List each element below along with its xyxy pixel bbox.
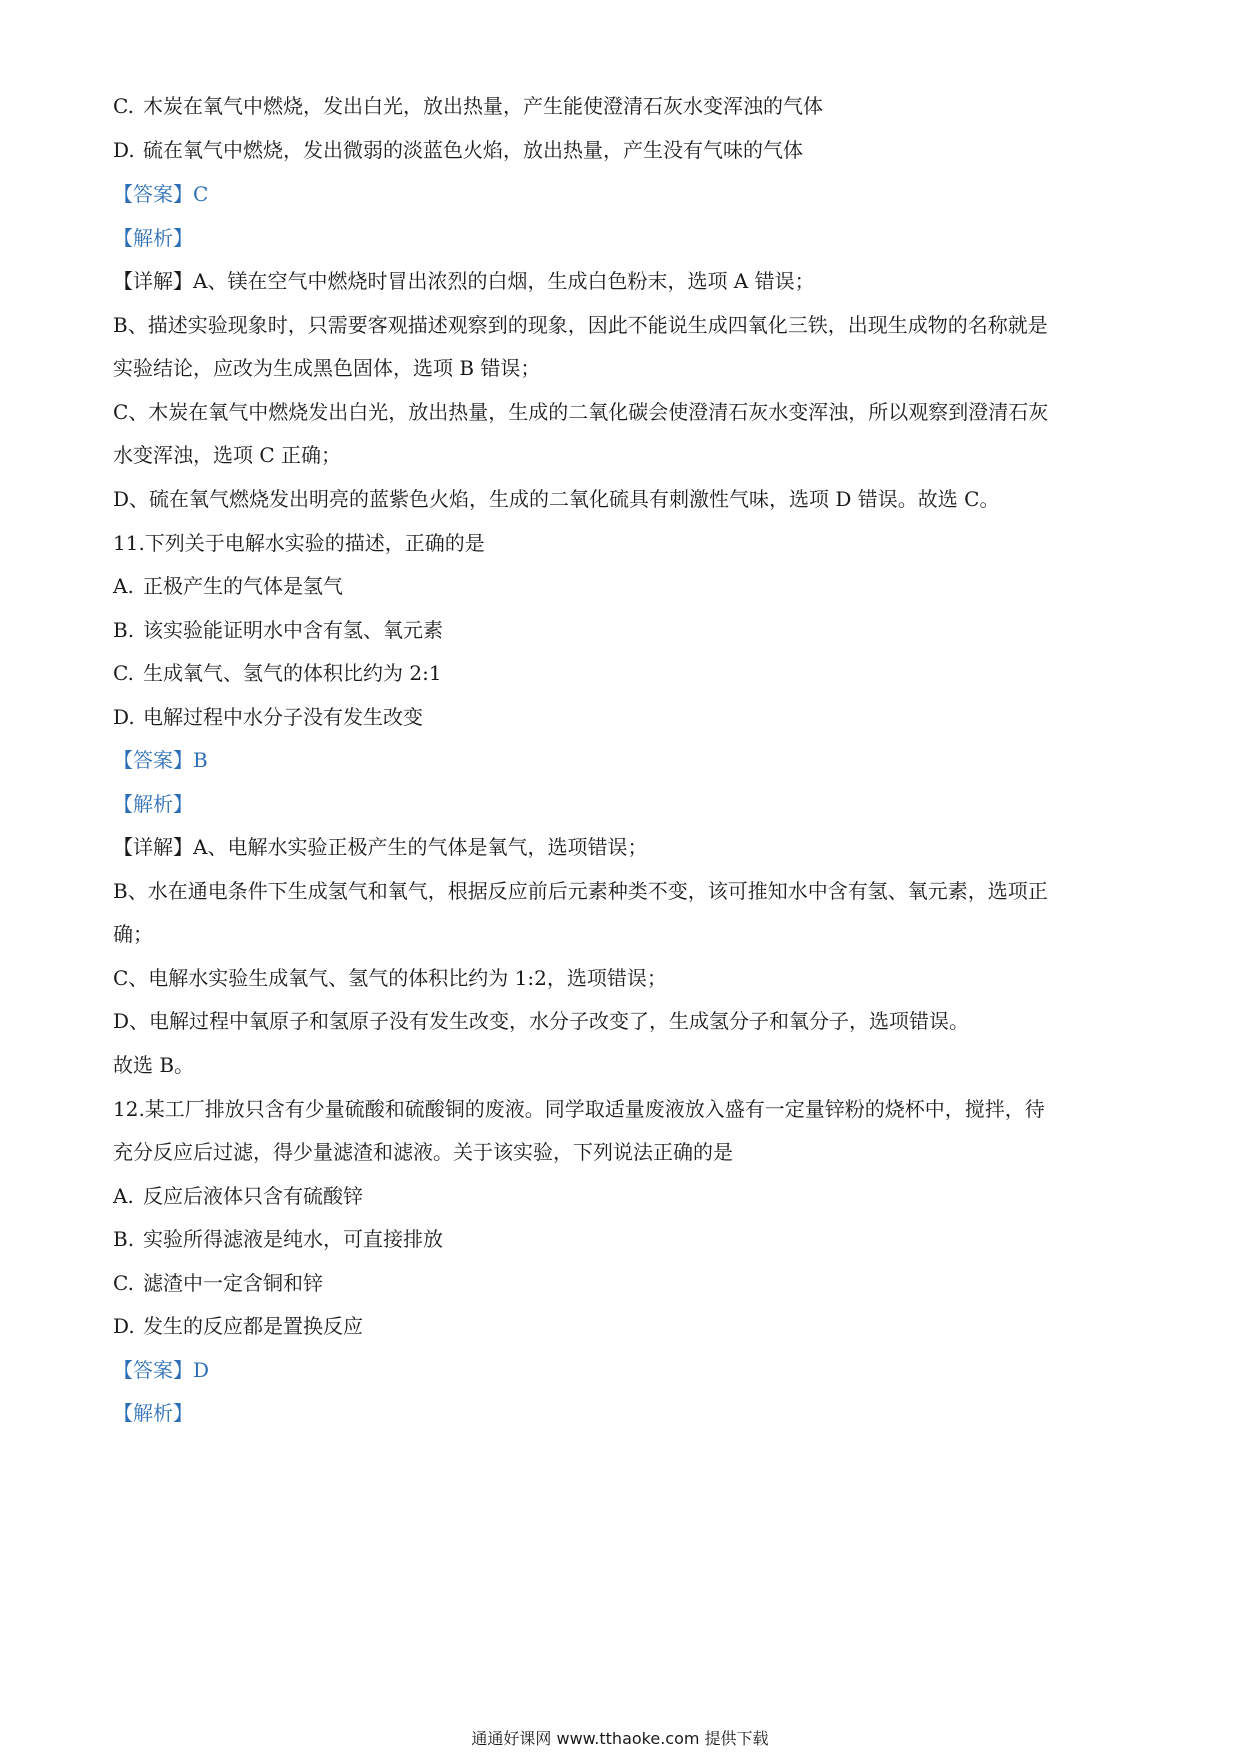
q11-answer <box>113 746 208 774</box>
q11-option-a <box>113 572 343 600</box>
q11-analysis-label <box>113 790 193 818</box>
q10-detail-line: C、木炭在氧气中燃烧发出白光，放出热量，生成的二氧化碳会使澄清石灰水变浑浊，所以观察到澄清石灰 <box>113 400 1049 424</box>
page-footer: 通通好课网 www.tthaoke.com 提供下载 <box>471 1729 769 1748</box>
q11-stem: 11.下列关于电解水实验的描述，正确的是 <box>113 531 485 555</box>
answer-value: C <box>193 182 209 206</box>
q11-option-d <box>113 703 423 731</box>
option-text: 正极产生的气体是氢气 <box>143 574 343 598</box>
option-letter: B. <box>113 1227 135 1251</box>
option-text: 发生的反应都是置换反应 <box>143 1314 363 1338</box>
q11-option-c <box>113 659 442 687</box>
option-letter: D. <box>113 138 135 162</box>
q10-option-c <box>113 92 823 120</box>
q11-detail-line: D、电解过程中氧原子和氢原子没有发生改变，水分子改变了，生成氢分子和氧分子，选项错误。 <box>113 1009 970 1033</box>
option-letter: D. <box>113 705 135 729</box>
q12-stem-line: 12.某工厂排放只含有少量硫酸和硫酸铜的废液。同学取适量废液放入盛有一定量锌粉的烧杯中，搅拌，待 <box>113 1097 1045 1121</box>
option-text: 电解过程中水分子没有发生改变 <box>143 705 423 729</box>
q10-detail-line: 水变浑浊，选项 C 正确； <box>113 443 342 467</box>
q10-detail-line: 实验结论，应改为生成黑色固体，选项 B 错误； <box>113 356 541 380</box>
q11-detail-line: B、水在通电条件下生成氢气和氧气，根据反应前后元素种类不变，该可推知水中含有氢、氧元素，选项正 <box>113 879 1048 903</box>
q12-option-d <box>113 1312 363 1340</box>
q12-option-a <box>113 1182 363 1210</box>
option-text: 实验所得滤液是纯水，可直接排放 <box>143 1227 443 1251</box>
q10-detail-line: 【详解】A、镁在空气中燃烧时冒出浓烈的白烟，生成白色粉末，选项 A 错误； <box>113 269 815 293</box>
answer-value: B <box>193 748 208 772</box>
option-letter: C. <box>113 1271 134 1295</box>
q11-detail-line: C、电解水实验生成氧气、氢气的体积比约为 1:2，选项错误； <box>113 966 667 990</box>
analysis-label: 【解析】 <box>113 226 193 250</box>
analysis-label: 【解析】 <box>113 1401 193 1425</box>
option-text: 生成氧气、氢气的体积比约为 2:1 <box>143 661 442 685</box>
q11-option-b <box>113 616 443 644</box>
option-letter: D. <box>113 1314 135 1338</box>
q12-stem-line: 充分反应后过滤，得少量滤渣和滤液。关于该实验，下列说法正确的是 <box>113 1140 733 1164</box>
answer-label: 【答案】 <box>113 748 193 772</box>
q11-detail-line: 故选 B。 <box>113 1053 195 1077</box>
q10-detail-line: D、硫在氧气燃烧发出明亮的蓝紫色火焰，生成的二氧化硫具有刺激性气味，选项 D 错误。故选 C。 <box>113 487 1000 511</box>
analysis-label: 【解析】 <box>113 792 193 816</box>
option-text: 木炭在氧气中燃烧，发出白光，放出热量，产生能使澄清石灰水变浑浊的气体 <box>143 94 823 118</box>
q11-detail-line: 【详解】A、电解水实验正极产生的气体是氧气，选项错误； <box>113 835 648 859</box>
answer-value: D <box>193 1358 210 1382</box>
q11-detail-line: 确； <box>113 922 153 946</box>
answer-label: 【答案】 <box>113 182 193 206</box>
q10-answer <box>113 180 208 208</box>
option-text: 滤渣中一定含铜和锌 <box>143 1271 323 1295</box>
q12-analysis-label <box>113 1399 193 1427</box>
q10-detail-line: B、描述实验现象时，只需要客观描述观察到的现象，因此不能说生成四氧化三铁，出现生成物的名称就是 <box>113 313 1048 337</box>
option-text: 反应后液体只含有硫酸锌 <box>143 1184 363 1208</box>
option-letter: A. <box>113 574 134 598</box>
option-letter: C. <box>113 94 134 118</box>
option-text: 硫在氧气中燃烧，发出微弱的淡蓝色火焰，放出热量，产生没有气味的气体 <box>143 138 803 162</box>
option-text: 该实验能证明水中含有氢、氧元素 <box>143 618 443 642</box>
q12-option-c <box>113 1269 323 1297</box>
q12-answer <box>113 1356 209 1384</box>
option-letter: C. <box>113 661 134 685</box>
q12-option-b <box>113 1225 443 1253</box>
option-letter: A. <box>113 1184 134 1208</box>
option-letter: B. <box>113 618 135 642</box>
answer-label: 【答案】 <box>113 1358 193 1382</box>
q10-option-d <box>113 136 803 164</box>
q10-analysis-label <box>113 224 193 252</box>
